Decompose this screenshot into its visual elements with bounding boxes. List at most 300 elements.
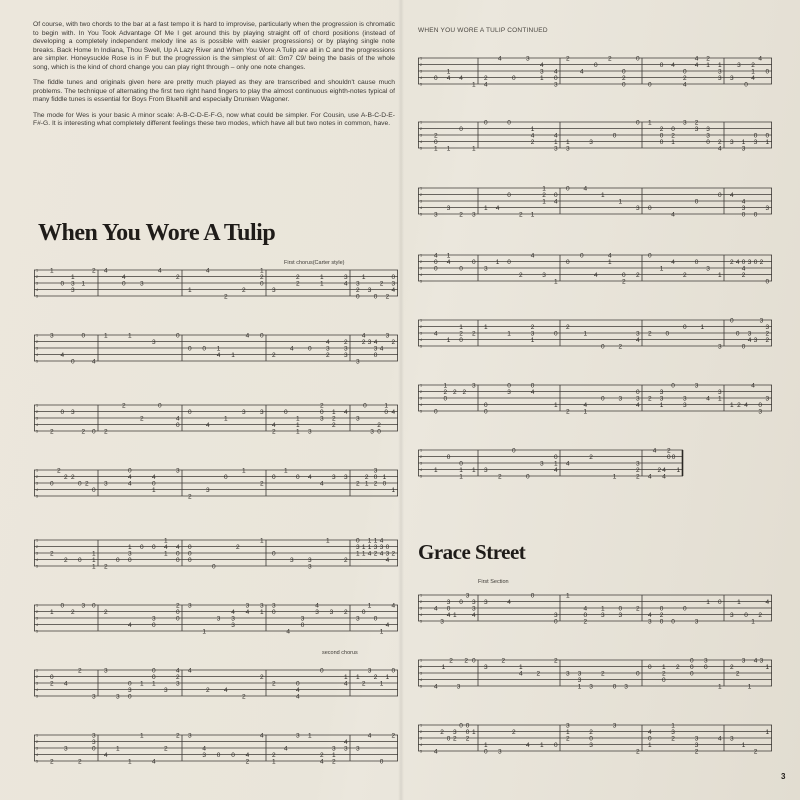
string-label: 3 xyxy=(420,671,423,676)
fret-number: 3 xyxy=(472,211,476,219)
fret-number: 1 xyxy=(730,401,734,409)
fret-number: 2 xyxy=(751,61,755,69)
fret-number: 2 xyxy=(542,191,546,199)
fret-number: 2 xyxy=(356,480,360,488)
fret-number: 3 xyxy=(577,670,582,678)
string-label: 5 xyxy=(420,279,423,284)
fret-number: 3 xyxy=(71,408,75,416)
fret-number: 1 xyxy=(216,345,221,353)
string-label: 4 xyxy=(36,352,39,357)
fret-number: 0 xyxy=(648,735,652,743)
fret-number: 1 xyxy=(384,402,389,410)
fret-number: 0 xyxy=(671,125,675,133)
fret-number: 0 xyxy=(446,605,451,613)
fret-number: 3 xyxy=(329,608,334,616)
fret-number: 4 xyxy=(747,336,752,344)
fret-number: 3 xyxy=(694,735,699,743)
fret-number: 3 xyxy=(332,473,336,481)
fret-number: 2 xyxy=(364,473,369,481)
fret-number: 4 xyxy=(391,602,396,610)
fret-number: 1 xyxy=(459,466,463,474)
fret-number: 3 xyxy=(730,611,734,619)
fret-number: 4 xyxy=(735,258,740,266)
fret-number: 3 xyxy=(344,273,348,281)
fret-number: 3 xyxy=(577,676,582,684)
fret-number: 3 xyxy=(71,280,75,288)
fret-number: 3 xyxy=(434,211,438,219)
fret-number: 0 xyxy=(443,395,448,403)
fret-number: 4 xyxy=(379,537,384,545)
fret-number: 4 xyxy=(206,267,210,275)
fret-number: 3 xyxy=(453,728,457,736)
tab-staff xyxy=(34,530,398,580)
fret-number: 3 xyxy=(718,68,722,76)
fret-number: 0 xyxy=(583,611,588,619)
fret-number: 0 xyxy=(659,605,664,613)
fret-number: 0 xyxy=(765,132,770,140)
fret-number: 3 xyxy=(542,271,546,279)
fret-number: 3 xyxy=(308,563,312,571)
fret-number: 2 xyxy=(50,758,54,766)
fret-number: 3 xyxy=(367,667,372,675)
fret-number: 0 xyxy=(472,657,476,665)
tab-staff xyxy=(418,585,772,635)
fret-number: 3 xyxy=(765,395,770,403)
fret-number: 0 xyxy=(434,258,438,266)
fret-number: 3 xyxy=(164,686,168,694)
fret-number: 0 xyxy=(718,598,722,606)
fret-number: 3 xyxy=(730,74,734,82)
fret-number: 3 xyxy=(507,388,511,396)
fret-number: 1 xyxy=(446,68,451,76)
fret-number: 0 xyxy=(730,317,734,325)
fret-number: 1 xyxy=(92,550,96,558)
fret-number: 1 xyxy=(601,605,605,613)
fret-number: 0 xyxy=(373,351,378,359)
fret-number: 2 xyxy=(462,388,467,396)
fret-number: 1 xyxy=(364,480,369,488)
fret-number: 4 xyxy=(188,667,192,675)
fret-number: 0 xyxy=(683,605,687,613)
fret-number: 1 xyxy=(540,74,544,82)
fret-number: 1 xyxy=(188,286,192,294)
fret-number: 0 xyxy=(188,408,192,416)
fret-number: 1 xyxy=(530,125,535,133)
fret-number: 4 xyxy=(694,55,699,63)
fret-number: 2 xyxy=(671,132,675,140)
fret-number: 2 xyxy=(104,428,108,436)
fret-number: 1 xyxy=(751,618,755,626)
fret-number: 0 xyxy=(472,258,476,266)
fret-number: 1 xyxy=(706,61,710,69)
fret-number: 4 xyxy=(741,198,746,206)
fret-number: 3 xyxy=(765,323,770,331)
fret-number: 4 xyxy=(446,258,451,266)
string-label: 4 xyxy=(420,139,423,144)
string-label: 3 xyxy=(36,551,39,556)
fret-number: 1 xyxy=(128,543,132,551)
fret-number: 4 xyxy=(373,338,378,346)
fret-number: 3 xyxy=(747,330,752,338)
string-label: 4 xyxy=(36,622,39,627)
fret-number: 0 xyxy=(622,271,626,279)
string-label: 1 xyxy=(36,538,39,543)
fret-number: 3 xyxy=(554,81,558,89)
fret-number: 1 xyxy=(612,473,617,481)
fret-number: 3 xyxy=(356,415,360,423)
fret-number: 1 xyxy=(583,330,588,338)
fret-number: 4 xyxy=(526,741,530,749)
fret-number: 1 xyxy=(747,683,752,691)
fret-number: 1 xyxy=(164,550,168,558)
fret-number: 0 xyxy=(391,667,396,675)
fret-number: 2 xyxy=(706,55,710,63)
fret-number: 4 xyxy=(484,81,488,89)
fret-number: 3 xyxy=(566,722,570,730)
fret-number: 0 xyxy=(60,408,65,416)
string-label: 1 xyxy=(420,120,423,125)
fret-number: 1 xyxy=(618,198,623,206)
fret-number: 1 xyxy=(367,602,372,610)
fret-number: 3 xyxy=(344,345,348,353)
fret-number: 2 xyxy=(64,556,68,564)
fret-number: 1 xyxy=(507,330,511,338)
fret-number: 3 xyxy=(706,265,710,273)
fret-number: 2 xyxy=(344,556,348,564)
fret-number: 4 xyxy=(176,415,180,423)
fret-number: 0 xyxy=(741,258,746,266)
fret-number: 3 xyxy=(636,204,640,212)
string-label: 2 xyxy=(420,192,423,197)
fret-number: 0 xyxy=(60,280,65,288)
fret-number: 0 xyxy=(92,745,96,753)
fret-number: 1 xyxy=(92,556,96,564)
fret-number: 4 xyxy=(744,401,748,409)
fret-number: 4 xyxy=(344,680,348,688)
string-label: 2 xyxy=(420,324,423,329)
fret-number: 2 xyxy=(260,673,264,681)
fret-number: 2 xyxy=(453,388,457,396)
fret-number: 4 xyxy=(648,611,652,619)
fret-number: 1 xyxy=(446,336,451,344)
fret-number: 1 xyxy=(361,550,366,558)
fret-number: 2 xyxy=(636,466,640,474)
fret-number: 4 xyxy=(320,480,324,488)
fret-number: 2 xyxy=(501,657,506,665)
fret-number: 3 xyxy=(260,408,264,416)
fret-number: 1 xyxy=(373,537,378,545)
string-label: 3 xyxy=(36,681,39,686)
fret-number: 3 xyxy=(472,382,476,390)
fret-number: 2 xyxy=(589,453,593,461)
fret-number: 3 xyxy=(718,74,722,82)
fret-number: 4 xyxy=(608,252,612,260)
fret-number: 3 xyxy=(373,345,378,353)
string-label: 5 xyxy=(36,494,39,499)
fret-number: 1 xyxy=(648,741,652,749)
string-label: 4 xyxy=(420,612,423,617)
fret-number: 1 xyxy=(706,598,710,606)
fret-number: 2 xyxy=(718,138,722,146)
fret-number: 0 xyxy=(526,473,530,481)
fret-number: 3 xyxy=(231,621,235,629)
string-label: 3 xyxy=(36,416,39,421)
fret-number: 2 xyxy=(206,686,210,694)
fret-number: 4 xyxy=(694,61,699,69)
string-label: 1 xyxy=(420,186,423,191)
fret-number: 0 xyxy=(484,748,488,756)
fret-number: 4 xyxy=(367,550,372,558)
string-label: 3 xyxy=(420,199,423,204)
fret-number: 3 xyxy=(367,338,372,346)
fret-number: 1 xyxy=(676,466,681,474)
fret-number: 1 xyxy=(231,351,235,359)
fret-number: 0 xyxy=(308,345,312,353)
fret-number: 1 xyxy=(260,537,264,545)
fret-number: 4 xyxy=(344,408,348,416)
fret-number: 3 xyxy=(92,693,96,701)
string-label: 1 xyxy=(420,658,423,663)
fret-number: 0 xyxy=(671,382,675,390)
fret-number: 2 xyxy=(618,343,623,351)
fret-number: 0 xyxy=(683,68,687,76)
fret-number: 4 xyxy=(308,473,312,481)
fret-number: 3 xyxy=(332,745,336,753)
fret-number: 0 xyxy=(296,680,300,688)
string-label: 2 xyxy=(420,664,423,669)
fret-number: 2 xyxy=(391,732,396,740)
fret-number: 3 xyxy=(300,615,305,623)
fret-number: 1 xyxy=(484,204,488,212)
fret-number: 0 xyxy=(694,258,699,266)
fret-number: 2 xyxy=(385,293,390,301)
string-label: 2 xyxy=(420,62,423,67)
string-label: 3 xyxy=(420,331,423,336)
fret-number: 1 xyxy=(601,191,605,199)
fret-number: 4 xyxy=(583,185,588,193)
fret-number: 0 xyxy=(704,663,708,671)
fret-number: 0 xyxy=(272,550,276,558)
fret-number: 0 xyxy=(272,608,276,616)
fret-number: 2 xyxy=(636,473,640,481)
fret-number: 1 xyxy=(718,61,722,69)
fret-number: 2 xyxy=(272,428,276,436)
fret-number: 3 xyxy=(765,204,770,212)
fret-number: 1 xyxy=(441,663,446,671)
fret-number: 3 xyxy=(272,602,276,610)
fret-number: 1 xyxy=(128,758,132,766)
fret-number: 0 xyxy=(152,673,156,681)
fret-number: 2 xyxy=(676,663,680,671)
fret-number: 3 xyxy=(540,460,544,468)
fret-number: 2 xyxy=(326,351,330,359)
fret-number: 1 xyxy=(50,267,54,275)
fret-number: 2 xyxy=(92,267,96,275)
fret-number: 0 xyxy=(391,273,396,281)
fret-number: 2 xyxy=(344,608,348,616)
fret-number: 3 xyxy=(624,683,628,691)
fret-number: 3 xyxy=(540,68,544,76)
string-label: 4 xyxy=(420,402,423,407)
fret-number: 3 xyxy=(344,473,348,481)
fret-number: 0 xyxy=(188,543,192,551)
fret-number: 0 xyxy=(636,670,640,678)
fret-number: 1 xyxy=(379,680,384,688)
fret-number: 4 xyxy=(128,621,132,629)
string-label: 5 xyxy=(36,294,39,299)
fret-number: 2 xyxy=(81,428,86,436)
fret-number: 2 xyxy=(530,138,535,146)
fret-number: 4 xyxy=(671,61,675,69)
fret-number: 0 xyxy=(231,751,235,759)
fret-number: 3 xyxy=(356,280,360,288)
fret-number: 1 xyxy=(662,663,666,671)
fret-number: 3 xyxy=(683,395,687,403)
fret-number: 4 xyxy=(158,267,162,275)
fret-number: 0 xyxy=(434,265,438,273)
fret-number: 4 xyxy=(718,145,722,153)
fret-number: 1 xyxy=(202,628,207,636)
fret-number: 0 xyxy=(373,293,378,301)
fret-number: 4 xyxy=(753,657,758,665)
fret-number: 0 xyxy=(554,618,558,626)
fret-number: 4 xyxy=(385,556,390,564)
fret-number: 1 xyxy=(659,401,664,409)
fret-number: 3 xyxy=(290,556,294,564)
fret-number: 1 xyxy=(152,486,156,494)
fret-number: 1 xyxy=(751,68,755,76)
fret-number: 1 xyxy=(344,673,348,681)
fret-number: 3 xyxy=(759,317,764,325)
fret-number: 1 xyxy=(472,81,476,89)
fret-number: 2 xyxy=(519,211,523,219)
string-label: 1 xyxy=(420,318,423,323)
fret-number: 0 xyxy=(272,473,276,481)
string-label: 5 xyxy=(420,146,423,151)
fret-number: 2 xyxy=(236,543,240,551)
fret-number: 1 xyxy=(566,138,570,146)
fret-number: 1 xyxy=(446,145,451,153)
fret-number: 2 xyxy=(272,751,276,759)
fret-number: 3 xyxy=(367,286,372,294)
fret-number: 1 xyxy=(472,145,476,153)
string-label: 5 xyxy=(420,82,423,87)
fret-number: 0 xyxy=(152,621,156,629)
fret-number: 3 xyxy=(260,602,264,610)
fret-number: 4 xyxy=(583,605,588,613)
string-label: 1 xyxy=(36,268,39,273)
fret-number: 3 xyxy=(356,358,360,366)
fret-number: 0 xyxy=(601,395,605,403)
fret-number: 3 xyxy=(308,556,312,564)
fret-number: 2 xyxy=(272,680,276,688)
fret-number: 1 xyxy=(260,267,264,275)
string-label: 2 xyxy=(420,729,423,734)
fret-number: 1 xyxy=(540,741,544,749)
fret-number: 4 xyxy=(519,670,523,678)
fret-number: 3 xyxy=(659,395,664,403)
fret-number: 3 xyxy=(694,382,699,390)
fret-number: 3 xyxy=(683,401,687,409)
fret-number: 1 xyxy=(765,728,770,736)
fret-number: 4 xyxy=(751,74,755,82)
fret-number: 2 xyxy=(694,119,699,127)
fret-number: 1 xyxy=(356,550,360,558)
fret-number: 1 xyxy=(116,745,120,753)
fret-number: 0 xyxy=(465,722,470,730)
fret-number: 0 xyxy=(636,119,640,127)
fret-number: 0 xyxy=(379,758,384,766)
fret-number: 0 xyxy=(622,81,626,89)
fret-number: 0 xyxy=(81,332,86,340)
fret-number: 0 xyxy=(212,563,216,571)
fret-number: 0 xyxy=(385,543,390,551)
fret-number: 4 xyxy=(64,680,68,688)
fret-number: 4 xyxy=(320,758,324,766)
fret-number: 2 xyxy=(64,473,68,481)
fret-number: 0 xyxy=(554,453,558,461)
fret-number: 0 xyxy=(512,74,516,82)
fret-number: 3 xyxy=(128,686,132,694)
fret-number: 1 xyxy=(140,680,144,688)
fret-number: 3 xyxy=(741,145,746,153)
fret-number: 4 xyxy=(60,351,65,359)
fret-number: 4 xyxy=(554,68,558,76)
fret-number: 4 xyxy=(379,550,384,558)
fret-number: 1 xyxy=(50,608,54,616)
fret-number: 4 xyxy=(446,611,451,619)
fret-number: 4 xyxy=(540,61,544,69)
fret-number: 1 xyxy=(718,395,722,403)
fret-number: 2 xyxy=(566,55,570,63)
fret-number: 1 xyxy=(260,608,264,616)
fret-number: 1 xyxy=(648,119,652,127)
fret-number: 0 xyxy=(176,615,180,623)
tab-staff xyxy=(34,460,398,510)
tab-staff xyxy=(34,395,398,445)
fret-number: 1 xyxy=(671,722,675,730)
fret-number: 0 xyxy=(116,556,120,564)
fret-number: 3 xyxy=(391,280,396,288)
fret-number: 4 xyxy=(434,748,438,756)
fret-number: 0 xyxy=(589,735,593,743)
fret-number: 1 xyxy=(296,428,300,436)
string-label: 1 xyxy=(420,56,423,61)
fret-number: 4 xyxy=(580,68,584,76)
fret-number: 0 xyxy=(459,125,463,133)
string-label: 4 xyxy=(36,687,39,692)
fret-number: 0 xyxy=(507,258,511,266)
fret-number: 0 xyxy=(128,693,132,701)
fret-number: 3 xyxy=(589,138,593,146)
fret-number: 4 xyxy=(495,204,500,212)
fret-number: 2 xyxy=(753,748,758,756)
fret-number: 0 xyxy=(659,618,664,626)
fret-number: 0 xyxy=(648,663,652,671)
fret-number: 0 xyxy=(690,670,694,678)
fret-number: 2 xyxy=(320,751,324,759)
fret-number: 3 xyxy=(344,745,348,753)
fret-number: 4 xyxy=(367,732,372,740)
fret-number: 0 xyxy=(300,621,305,629)
fret-number: 0 xyxy=(128,556,132,564)
fret-number: 4 xyxy=(272,421,276,429)
fret-number: 0 xyxy=(361,608,366,616)
fret-number: 0 xyxy=(530,382,535,390)
fret-number: 4 xyxy=(379,345,384,353)
fret-number: 1 xyxy=(718,683,722,691)
fret-number: 3 xyxy=(356,543,360,551)
